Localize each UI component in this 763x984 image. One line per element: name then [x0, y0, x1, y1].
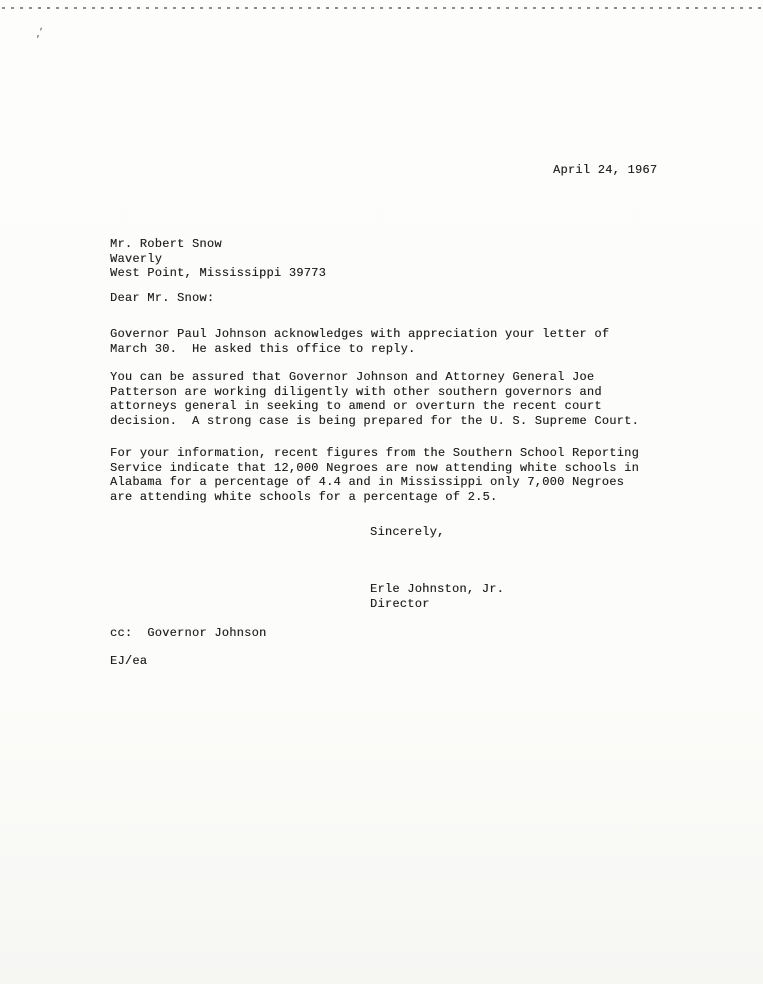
body-paragraph-3: For your information, recent figures from the Southern School Reporting Service indicate that 12,000 Negroes are now attending white schools in Alabama for a percentage of 4.4 and in Mississippi only 7,000 Negroes are attending white schools for a percentage of 2.5.	[110, 446, 640, 504]
body-paragraph-1: Governor Paul Johnson acknowledges with appreciation your letter of March 30. He asked this office to reply.	[110, 327, 610, 356]
letter-date: April 24, 1967	[553, 163, 658, 177]
salutation: Dear Mr. Snow:	[110, 291, 215, 305]
perforated-edge-dots	[2, 7, 761, 9]
reference-initials: EJ/ea	[110, 654, 148, 668]
body-paragraph-2: You can be assured that Governor Johnson and Attorney General Joe Patterson are working diligently with other southern governors and attorneys general in seeking to amend or overturn the recent court decision. A strong case is being prepared for the U. S. Supreme Court.	[110, 370, 640, 428]
signature-block: Erle Johnston, Jr. Director	[370, 582, 505, 611]
recipient-address-block: Mr. Robert Snow Waverly West Point, Mississippi 39773	[110, 237, 327, 280]
cc-line: cc: Governor Johnson	[110, 626, 267, 640]
complimentary-closing: Sincerely,	[370, 525, 445, 539]
handwritten-stray-mark: ,’	[35, 25, 45, 40]
